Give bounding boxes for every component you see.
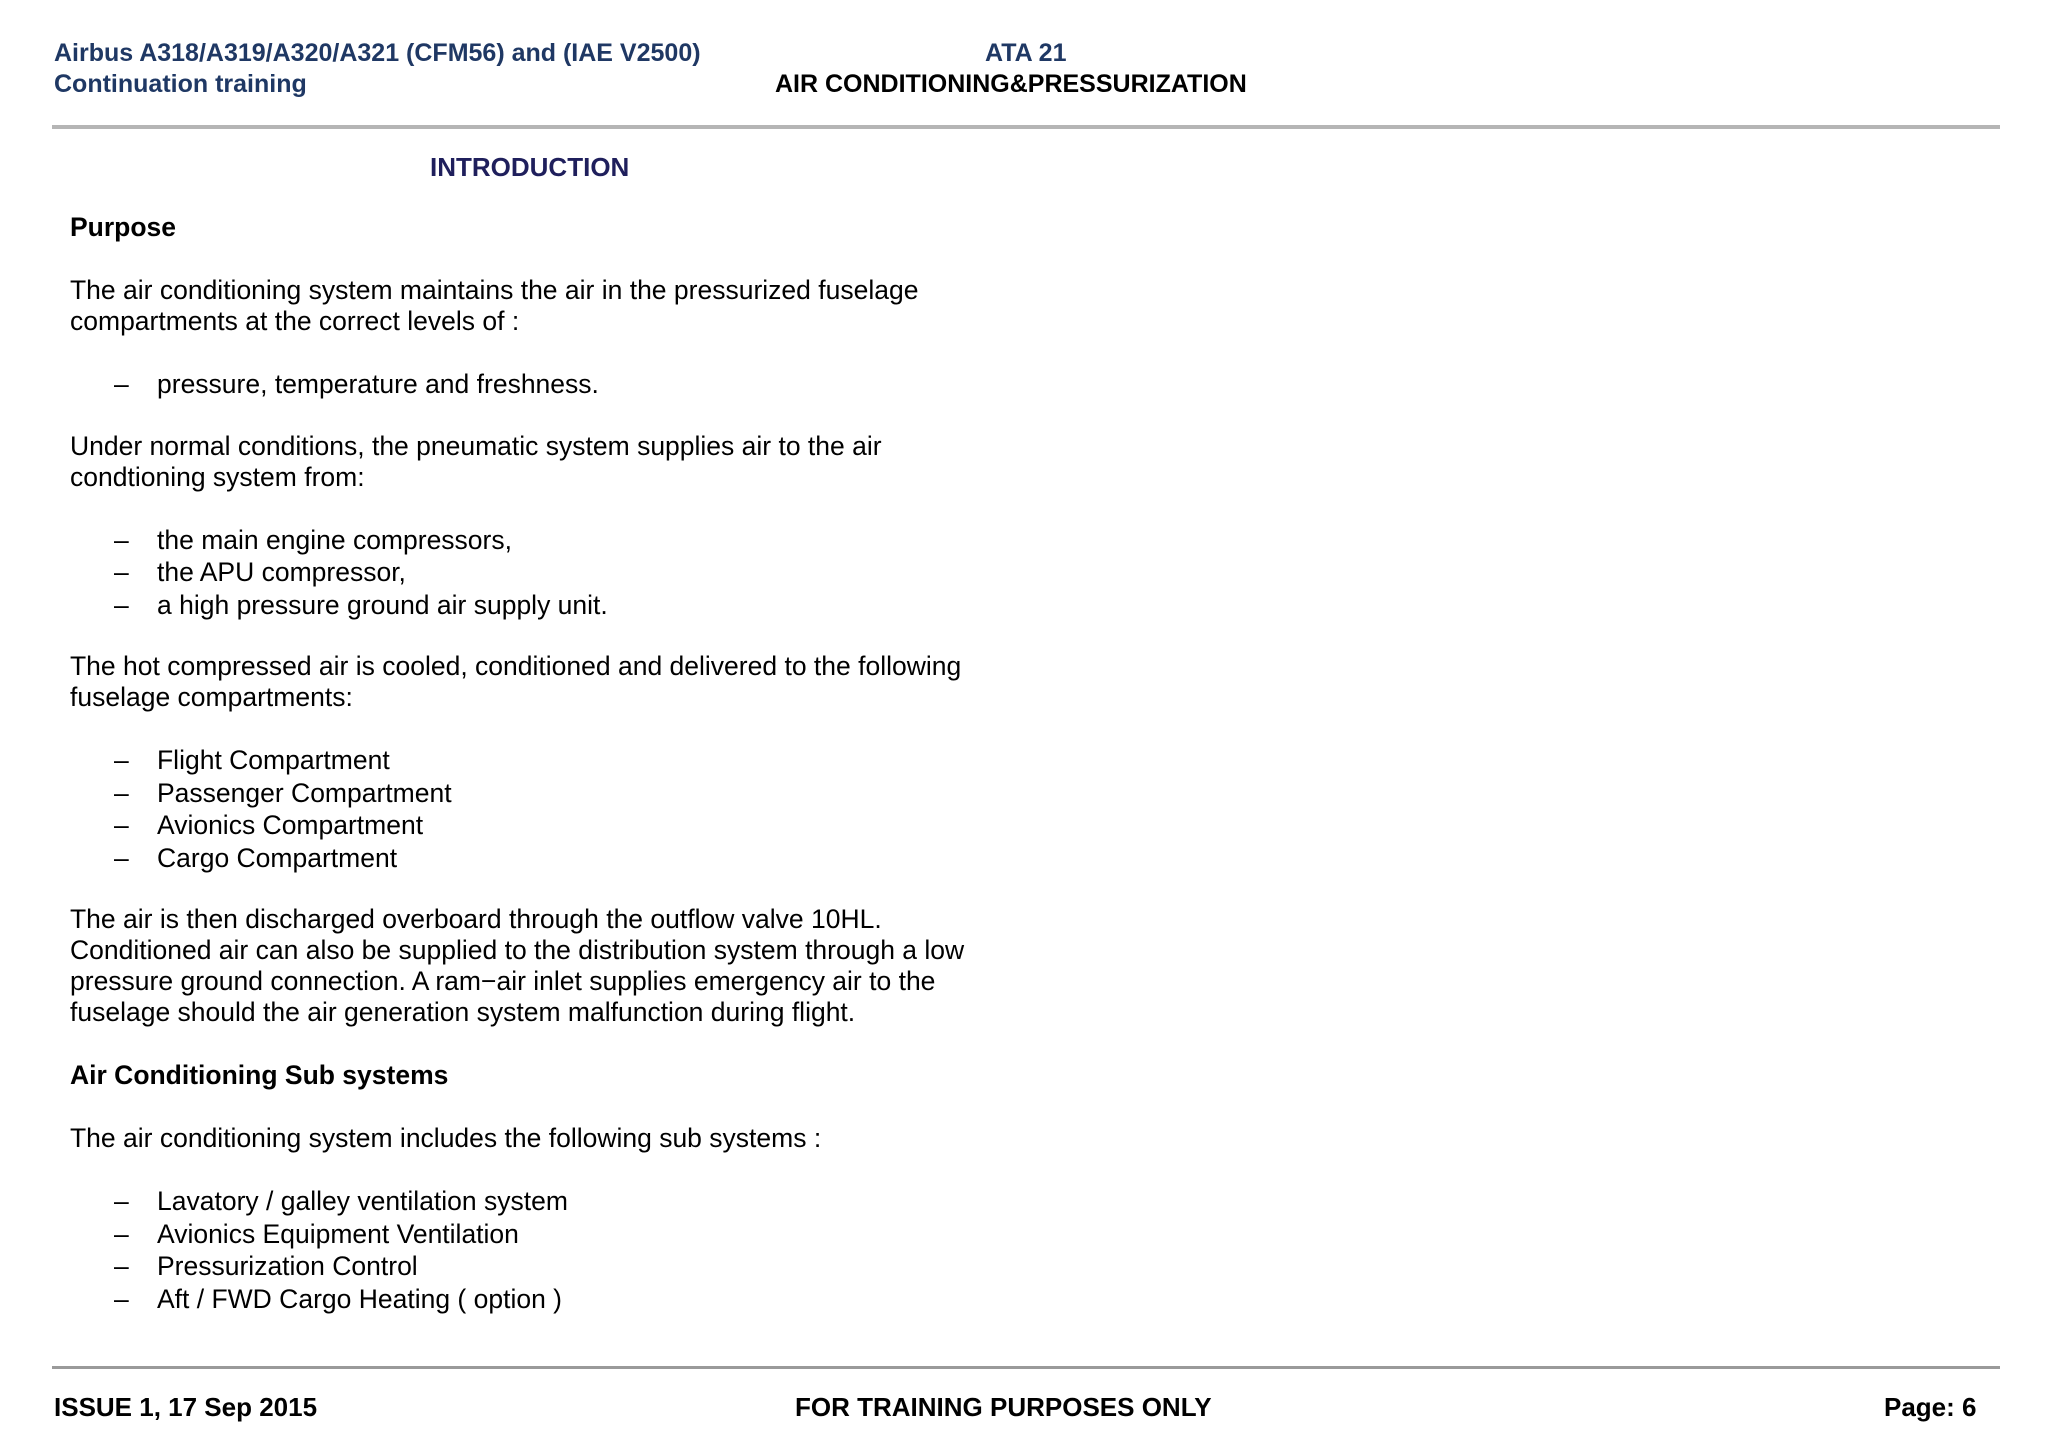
dash-marker: – — [114, 524, 129, 555]
list-item: – Lavatory / galley ventilation system — [114, 1186, 568, 1216]
list-item: – Avionics Compartment — [114, 810, 424, 840]
dash-marker: – — [114, 1283, 129, 1314]
purpose-paragraph-1: The air conditioning system maintains the air in the pressurized fuselage compartments at the correct levels of : — [70, 275, 919, 336]
list-item: – the main engine compressors, — [114, 524, 512, 555]
list-item: – Pressurization Control — [114, 1251, 418, 1281]
purpose-paragraph-2: Under normal conditions, the pneumatic system supplies air to the air condtioning system from: — [70, 430, 882, 492]
compartment-list — [70, 744, 1010, 874]
list-item: – Passenger Compartment — [114, 777, 452, 808]
list-item: – Cargo Compartment — [114, 842, 398, 873]
footer-issue: ISSUE 1, 17 Sep 2015 — [54, 1392, 318, 1422]
footer-notice: FOR TRAINING PURPOSES ONLY — [795, 1392, 1212, 1422]
list-item: – Aft / FWD Cargo Heating ( option ) — [114, 1283, 563, 1314]
subsystems-paragraph: The air conditioning system includes the following sub systems : — [70, 1123, 822, 1153]
document-body — [70, 212, 1010, 1315]
dash-marker: – — [114, 745, 129, 775]
header-ata: ATA 21 — [985, 39, 1067, 67]
footer-divider — [52, 1366, 2000, 1369]
header-divider — [52, 125, 2000, 129]
purpose-heading: Purpose — [70, 212, 177, 242]
section-title: INTRODUCTION — [430, 152, 630, 182]
list-item: – pressure, temperature and freshness. — [114, 369, 599, 399]
header-aircraft: Airbus A318/A319/A320/A321 (CFM56) and (IAE V2500) — [54, 39, 701, 67]
dash-marker: – — [114, 810, 129, 840]
purpose-paragraph-3: The hot compressed air is cooled, conditioned and delivered to the following fuselage compartments: — [70, 651, 962, 712]
list-item: – Avionics Equipment Ventilation — [114, 1218, 519, 1249]
subsystems-heading: Air Conditioning Sub systems — [70, 1060, 449, 1090]
dash-marker: – — [114, 557, 129, 587]
dash-marker: – — [114, 369, 129, 399]
dash-marker: – — [114, 777, 129, 808]
list-item: – the APU compressor, — [114, 557, 406, 587]
dash-marker: – — [114, 1251, 129, 1281]
pressure-list — [70, 368, 1010, 401]
list-item: – Flight Compartment — [114, 745, 390, 775]
header-training: Continuation training — [54, 70, 307, 98]
dash-marker: – — [114, 842, 129, 873]
dash-marker: – — [114, 1186, 129, 1216]
dash-marker: – — [114, 1218, 129, 1249]
subsystems-list — [70, 1185, 1010, 1315]
header-chapter: AIR CONDITIONING&PRESSURIZATION — [775, 70, 1247, 98]
dash-marker: – — [114, 589, 129, 620]
purpose-paragraph-4: The air is then discharged overboard through the outflow valve 10HL. Conditioned air can also be supplied to the distribution system through a low pressure ground connection. A ram−air inlet supplies emergency air to the fuselage should the air generation system malfunction during flight. — [70, 904, 965, 1027]
list-item: – a high pressure ground air supply unit. — [114, 589, 608, 620]
air-source-list — [70, 524, 1010, 622]
footer-page-number: Page: 6 — [1884, 1392, 1977, 1422]
